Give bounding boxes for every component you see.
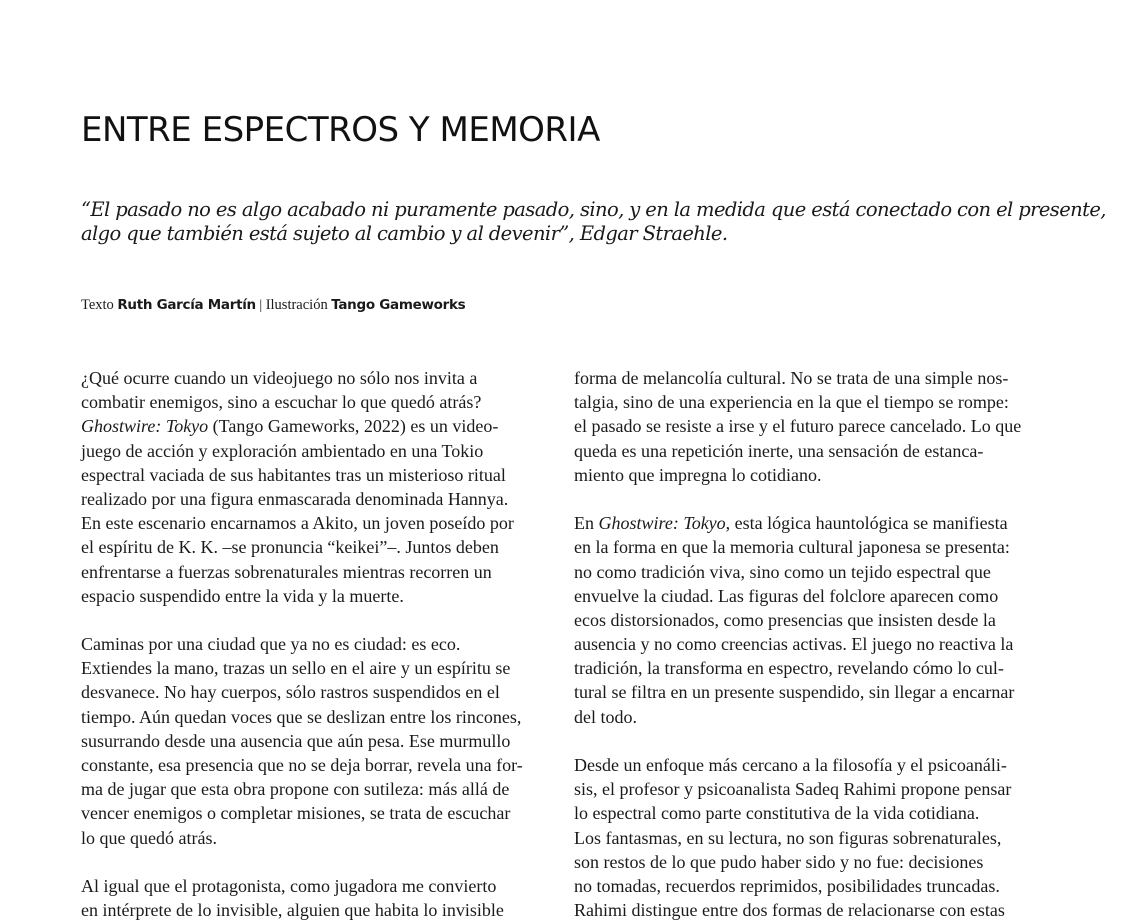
text-line: en intérprete de lo invisible, alguien que habita lo invisible — [81, 900, 504, 921]
body-column-right — [574, 366, 1046, 922]
text-line: susurrando desde una ausencia que aún pesa. Ese murmullo — [81, 730, 511, 751]
text-line: Al igual que el protagonista, como jugadora me convierto — [81, 875, 497, 896]
credits-author: Ruth García Martín — [117, 297, 256, 313]
text-line — [574, 511, 1046, 535]
text-line: sis, el profesor y psicoanalista Sadeq Rahimi propone pensar — [574, 779, 1012, 800]
credits-text-label: Texto — [81, 297, 114, 313]
game-title-italic: Ghostwire: Tokyo — [598, 513, 726, 534]
credits-illustrator: Tango Gameworks — [331, 297, 466, 313]
text-line: espectral vaciada de sus habitantes tras un misterioso ritual — [81, 464, 506, 485]
text-line: ¿Qué ocurre cuando un videojuego no sólo nos invita a — [81, 368, 478, 388]
text-line: ecos distorsionados, como presencias que insisten desde la — [574, 609, 996, 630]
paragraph-gap — [81, 608, 553, 632]
text-line: talgia, sino de una experiencia en la que el tiempo se rompe: — [574, 392, 1009, 413]
text-line: espacio suspendido entre la vida y la muerte. — [81, 585, 404, 606]
text-line: son restos de lo que pudo haber sido y no fue: decisiones — [574, 851, 984, 872]
text-line: ma de jugar que esta obra propone con sutileza: más allá de — [81, 779, 510, 800]
text-line: combatir enemigos, sino a escuchar lo que quedó atrás? — [81, 392, 482, 413]
text-line: ausencia y no como creencias activas. El juego no reactiva la — [574, 634, 1014, 655]
credits-separator: | — [259, 298, 263, 313]
paragraph-gap — [81, 850, 553, 874]
article-credits — [81, 294, 465, 317]
text-line: Caminas por una ciudad que ya no es ciudad: es eco. — [81, 634, 461, 655]
text-line — [81, 414, 553, 438]
body-column-left — [81, 366, 553, 922]
game-title-italic: Ghostwire: Tokyo — [81, 416, 209, 437]
epigraph-line: “El pasado no es algo acabado ni puramente pasado, sino, y en la medida que está conectado con el presente, — [81, 198, 1106, 221]
paragraph — [574, 753, 1046, 922]
text-run: , esta lógica hauntológica se manifiesta — [725, 513, 1008, 534]
paragraph — [574, 366, 1046, 487]
text-run: En — [574, 513, 599, 534]
text-line: tiempo. Aún quedan voces que se deslizan entre los rincones, — [81, 706, 522, 727]
paragraph — [81, 366, 553, 608]
text-line: en la forma en que la memoria cultural japonesa se presenta: — [574, 537, 1010, 558]
text-line: lo que quedó atrás. — [81, 827, 217, 848]
text-line: tradición, la transforma en espectro, revelando cómo lo cul- — [574, 658, 1004, 679]
text-line: queda es una repetición inerte, una sensación de estanca- — [574, 440, 984, 461]
text-line: Los fantasmas, en su lectura, no son figuras sobrenaturales, — [574, 827, 1002, 848]
paragraph-gap — [574, 729, 1046, 753]
text-line: el espíritu de K. K. –se pronuncia “keikei”–. Juntos deben — [81, 537, 499, 558]
text-line: Rahimi distingue entre dos formas de relacionarse con estas — [574, 900, 1005, 921]
paragraph-gap — [574, 487, 1046, 511]
text-line: juego de acción y exploración ambientado en una Tokio — [81, 440, 484, 461]
text-line: constante, esa presencia que no se deja borrar, revela una for- — [81, 755, 523, 775]
text-line: tural se filtra en un presente suspendido, sin llegar a encarnar — [574, 682, 1015, 703]
text-line: desvanece. No hay cuerpos, sólo rastros suspendidos en el — [81, 682, 500, 703]
text-line: Desde un enfoque más cercano a la filosofía y el psicoanáli- — [574, 755, 1007, 775]
paragraph — [81, 874, 553, 922]
credits-illustration-label: Ilustración — [265, 297, 328, 313]
page-title: ENTRE ESPECTROS Y MEMORIA — [81, 110, 600, 150]
paragraph — [81, 632, 553, 850]
text-line: del todo. — [574, 706, 637, 727]
text-line: En este escenario encarnamos a Akito, un joven poseído por — [81, 513, 514, 534]
text-run: (Tango Gameworks, 2022) es un video- — [208, 416, 499, 437]
text-line: no como tradición viva, sino como un tejido espectral que — [574, 561, 991, 582]
epigraph-quote — [81, 195, 1106, 246]
text-line: envuelve la ciudad. Las figuras del folclore aparecen como — [574, 585, 999, 606]
text-line: vencer enemigos o completar misiones, se trata de escuchar — [81, 803, 511, 824]
text-line: enfrentarse a fuerzas sobrenaturales mientras recorren un — [81, 561, 492, 582]
paragraph — [574, 511, 1046, 729]
text-line: realizado por una figura enmascarada denominada Hannya. — [81, 488, 509, 509]
text-line: el pasado se resiste a irse y el futuro parece cancelado. Lo que — [574, 416, 1022, 437]
text-line: no tomadas, recuerdos reprimidos, posibilidades truncadas. — [574, 875, 1000, 896]
text-line: forma de melancolía cultural. No se trata de una simple nos- — [574, 368, 1009, 388]
text-line: lo espectral como parte constitutiva de la vida cotidiana. — [574, 803, 980, 824]
epigraph-line: algo que también está sujeto al cambio y al devenir”, Edgar Straehle. — [81, 222, 728, 246]
text-line: Extiendes la mano, trazas un sello en el aire y un espíritu se — [81, 658, 511, 679]
text-line: miento que impregna lo cotidiano. — [574, 464, 822, 485]
